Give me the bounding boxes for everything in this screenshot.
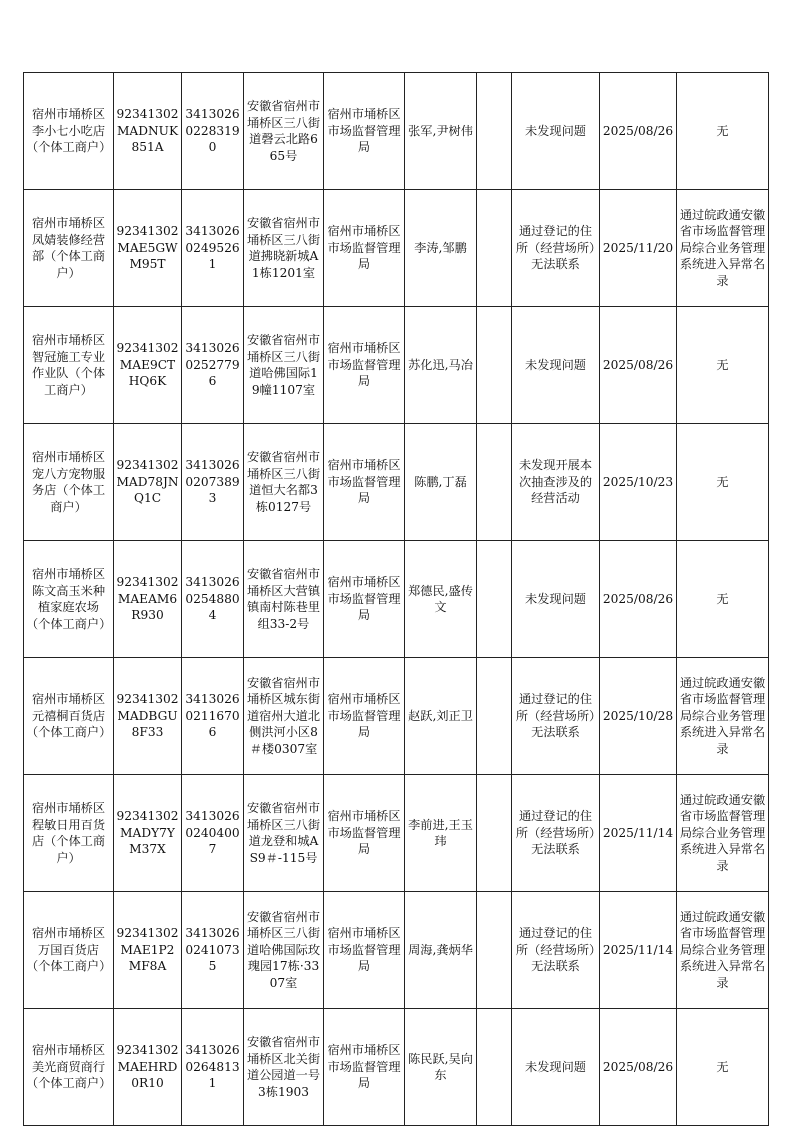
blank-cell bbox=[477, 1009, 512, 1126]
registration-number-cell: 341302602527796 bbox=[182, 307, 244, 424]
inspection-date-cell: 2025/08/26 bbox=[600, 307, 677, 424]
inspection-date-cell: 2025/08/26 bbox=[600, 1009, 677, 1126]
table-row bbox=[24, 1009, 769, 1126]
table-row bbox=[24, 73, 769, 190]
address-cell: 安徽省宿州市埇桥区三八街道哈佛国际19幢1107室 bbox=[244, 307, 324, 424]
blank-cell bbox=[477, 73, 512, 190]
inspection-result-cell: 未发现问题 bbox=[512, 1009, 600, 1126]
handling-cell: 通过皖政通安徽省市场监督管理局综合业务管理系统进入异常名录 bbox=[677, 892, 769, 1009]
business-name-cell: 宿州市埇桥区宠八方宠物服务店（个体工商户） bbox=[24, 424, 114, 541]
inspection-result-cell: 通过登记的住所（经营场所）无法联系 bbox=[512, 892, 600, 1009]
inspectors-cell: 周海,龚炳华 bbox=[405, 892, 477, 1009]
credit-code-cell: 92341302MAE5GWM95T bbox=[114, 190, 182, 307]
address-cell: 安徽省宿州市埇桥区城东街道宿州大道北侧洪河小区8＃楼0307室 bbox=[244, 658, 324, 775]
address-cell: 安徽省宿州市埇桥区三八街道哈佛国际玫瑰园17栋·3307室 bbox=[244, 892, 324, 1009]
department-cell: 宿州市埇桥区市场监督管理局 bbox=[324, 424, 405, 541]
registration-number-cell: 341302602404007 bbox=[182, 775, 244, 892]
handling-cell: 通过皖政通安徽省市场监督管理局综合业务管理系统进入异常名录 bbox=[677, 775, 769, 892]
business-name-cell: 宿州市埇桥区美光商贸商行（个体工商户） bbox=[24, 1009, 114, 1126]
handling-cell: 无 bbox=[677, 73, 769, 190]
registration-number-cell: 341302602648131 bbox=[182, 1009, 244, 1126]
handling-cell: 通过皖政通安徽省市场监督管理局综合业务管理系统进入异常名录 bbox=[677, 190, 769, 307]
inspection-result-cell: 通过登记的住所（经营场所）无法联系 bbox=[512, 775, 600, 892]
blank-cell bbox=[477, 424, 512, 541]
address-cell: 安徽省宿州市埇桥区三八街道龙登和城AS9＃-115号 bbox=[244, 775, 324, 892]
blank-cell bbox=[477, 541, 512, 658]
inspectors-cell: 李涛,邹鹏 bbox=[405, 190, 477, 307]
table-row bbox=[24, 775, 769, 892]
inspectors-cell: 陈鹏,丁磊 bbox=[405, 424, 477, 541]
inspection-date-cell: 2025/10/23 bbox=[600, 424, 677, 541]
inspection-result-cell: 未发现问题 bbox=[512, 541, 600, 658]
inspectors-cell: 郑德民,盛传文 bbox=[405, 541, 477, 658]
credit-code-cell: 92341302MAEHRD0R10 bbox=[114, 1009, 182, 1126]
table-row bbox=[24, 658, 769, 775]
table-row bbox=[24, 892, 769, 1009]
department-cell: 宿州市埇桥区市场监督管理局 bbox=[324, 1009, 405, 1126]
inspection-date-cell: 2025/08/26 bbox=[600, 73, 677, 190]
inspectors-cell: 张军,尹树伟 bbox=[405, 73, 477, 190]
inspection-result-cell: 通过登记的住所（经营场所）无法联系 bbox=[512, 190, 600, 307]
credit-code-cell: 92341302MADY7YM37X bbox=[114, 775, 182, 892]
credit-code-cell: 92341302MADNUK851A bbox=[114, 73, 182, 190]
inspectors-cell: 李前进,王玉玮 bbox=[405, 775, 477, 892]
inspectors-cell: 苏化迅,马冶 bbox=[405, 307, 477, 424]
inspection-date-cell: 2025/10/28 bbox=[600, 658, 677, 775]
registration-number-cell: 341302602073893 bbox=[182, 424, 244, 541]
inspection-result-cell: 未发现问题 bbox=[512, 73, 600, 190]
handling-cell: 无 bbox=[677, 1009, 769, 1126]
credit-code-cell: 92341302MAE1P2MF8A bbox=[114, 892, 182, 1009]
business-name-cell: 宿州市埇桥区凤婧装修经营部（个体工商户） bbox=[24, 190, 114, 307]
credit-code-cell: 92341302MAD78JNQ1C bbox=[114, 424, 182, 541]
handling-cell: 无 bbox=[677, 424, 769, 541]
blank-cell bbox=[477, 775, 512, 892]
business-name-cell: 宿州市埇桥区程敏日用百货店（个体工商户） bbox=[24, 775, 114, 892]
inspection-date-cell: 2025/11/20 bbox=[600, 190, 677, 307]
credit-code-cell: 92341302MAE9CTHQ6K bbox=[114, 307, 182, 424]
address-cell: 安徽省宿州市埇桥区北关街道公园道一号3栋1903 bbox=[244, 1009, 324, 1126]
inspection-date-cell: 2025/11/14 bbox=[600, 775, 677, 892]
registration-number-cell: 341302602548804 bbox=[182, 541, 244, 658]
business-name-cell: 宿州市埇桥区元禧桐百货店（个体工商户） bbox=[24, 658, 114, 775]
address-cell: 安徽省宿州市埇桥区三八街道拂晓新城A1栋1201室 bbox=[244, 190, 324, 307]
table-row bbox=[24, 307, 769, 424]
business-name-cell: 宿州市埇桥区万国百货店（个体工商户） bbox=[24, 892, 114, 1009]
address-cell: 安徽省宿州市埇桥区三八街道磬云北路665号 bbox=[244, 73, 324, 190]
address-cell: 安徽省宿州市埇桥区三八街道恒大名都3栋0127号 bbox=[244, 424, 324, 541]
blank-cell bbox=[477, 892, 512, 1009]
blank-cell bbox=[477, 307, 512, 424]
inspection-result-cell: 未发现问题 bbox=[512, 307, 600, 424]
handling-cell: 无 bbox=[677, 541, 769, 658]
business-name-cell: 宿州市埇桥区智冠施工专业作业队（个体工商户） bbox=[24, 307, 114, 424]
credit-code-cell: 92341302MAEAM6R930 bbox=[114, 541, 182, 658]
handling-cell: 通过皖政通安徽省市场监督管理局综合业务管理系统进入异常名录 bbox=[677, 658, 769, 775]
department-cell: 宿州市埇桥区市场监督管理局 bbox=[324, 775, 405, 892]
handling-cell: 无 bbox=[677, 307, 769, 424]
inspectors-cell: 赵跃,刘正卫 bbox=[405, 658, 477, 775]
inspection-results-table bbox=[23, 72, 769, 1126]
inspection-date-cell: 2025/08/26 bbox=[600, 541, 677, 658]
department-cell: 宿州市埇桥区市场监督管理局 bbox=[324, 658, 405, 775]
inspection-result-cell: 未发现开展本次抽查涉及的经营活动 bbox=[512, 424, 600, 541]
blank-cell bbox=[477, 658, 512, 775]
table-row bbox=[24, 190, 769, 307]
inspectors-cell: 陈民跃,吴向东 bbox=[405, 1009, 477, 1126]
table-row bbox=[24, 541, 769, 658]
address-cell: 安徽省宿州市埇桥区大营镇镇南村陈巷里组33-2号 bbox=[244, 541, 324, 658]
department-cell: 宿州市埇桥区市场监督管理局 bbox=[324, 307, 405, 424]
department-cell: 宿州市埇桥区市场监督管理局 bbox=[324, 190, 405, 307]
table-row bbox=[24, 424, 769, 541]
department-cell: 宿州市埇桥区市场监督管理局 bbox=[324, 892, 405, 1009]
inspection-date-cell: 2025/11/14 bbox=[600, 892, 677, 1009]
registration-number-cell: 341302602495261 bbox=[182, 190, 244, 307]
department-cell: 宿州市埇桥区市场监督管理局 bbox=[324, 73, 405, 190]
inspection-result-cell: 通过登记的住所（经营场所）无法联系 bbox=[512, 658, 600, 775]
department-cell: 宿州市埇桥区市场监督管理局 bbox=[324, 541, 405, 658]
registration-number-cell: 341302602283190 bbox=[182, 73, 244, 190]
business-name-cell: 宿州市埇桥区陈文高玉米种植家庭农场（个体工商户） bbox=[24, 541, 114, 658]
business-name-cell: 宿州市埇桥区李小七小吃店（个体工商户） bbox=[24, 73, 114, 190]
credit-code-cell: 92341302MADBGU8F33 bbox=[114, 658, 182, 775]
registration-number-cell: 341302602116706 bbox=[182, 658, 244, 775]
blank-cell bbox=[477, 190, 512, 307]
registration-number-cell: 341302602410735 bbox=[182, 892, 244, 1009]
